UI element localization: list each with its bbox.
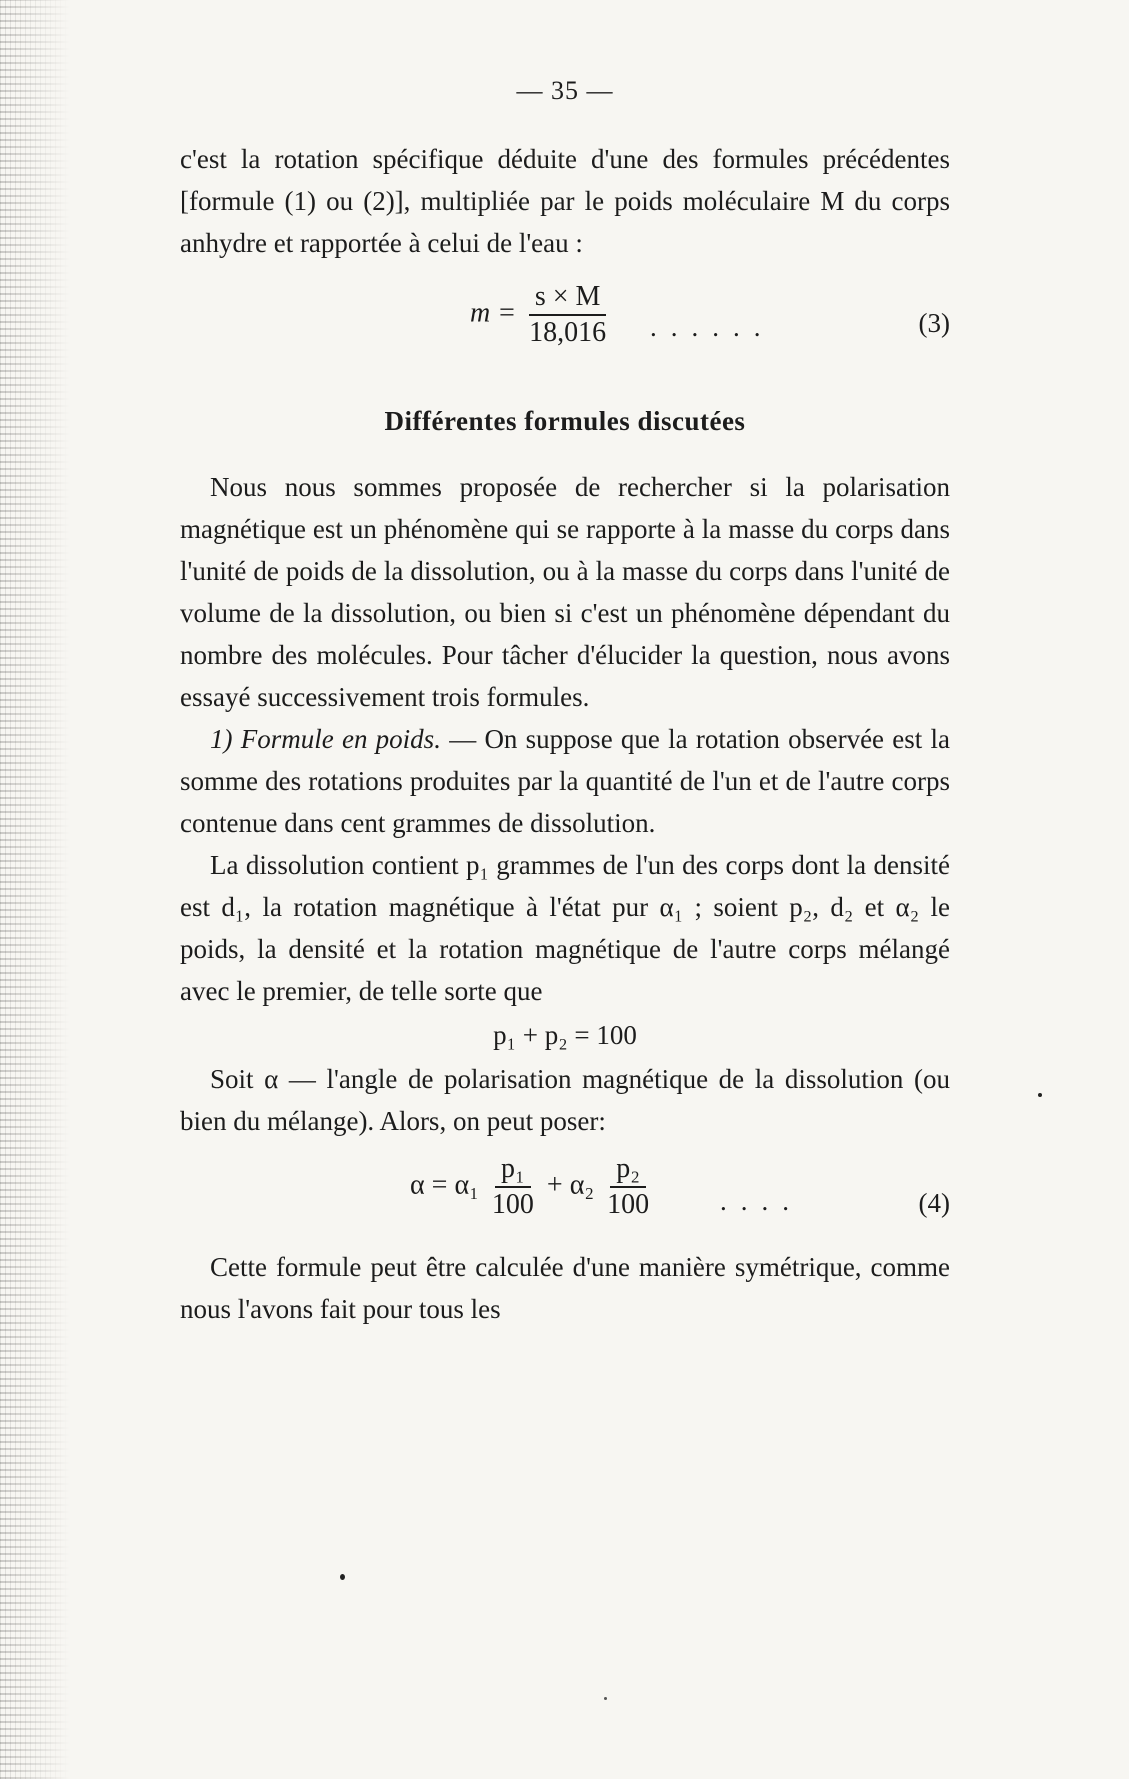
equation-sum: p₁ + p₂ = 100 [493, 1020, 637, 1050]
section-heading: Différentes formules discutées [384, 406, 746, 436]
equation-3-number: (3) [918, 308, 950, 338]
equation-3 [180, 272, 950, 364]
equation-4-numerator-2: p₂ [610, 1152, 646, 1188]
intro-paragraph: c'est la rotation spécifique déduite d'une des formules précédentes [formule (1) ou (2)], multipliée par le poids moléculaire M du corps anhydre et rapportée à celui de l'eau : [180, 144, 950, 258]
scan-edge-noise [0, 0, 70, 1779]
equation-4-number: (4) [918, 1188, 950, 1218]
paragraph-2-text: — On suppose que la rotation observée est la somme des rotations produites par la quantité de l'un et de l'autre corps contenue dans cent grammes de dissolution. [180, 724, 951, 838]
equation-3-numerator: s × M [529, 280, 607, 316]
paragraph-5: Cette formule peut être calculée d'une manière symétrique, comme nous l'avons fait pour tous les [180, 1252, 950, 1324]
equation-4-denominator-2: 100 [607, 1189, 650, 1220]
equation-4-plus-term: + α₂ [546, 1169, 595, 1201]
document-page [180, 70, 950, 1330]
equation-3-leader-dots: ...... [650, 312, 775, 342]
paragraph-3: La dissolution contient p₁ grammes de l'un des corps dont la densité est d₁, la rotation magnétique à l'état pur α₁ ; soient p₂, d₂ et α₂ le poids, la densité et la rotation magnétique de l'autre corps mélangé avec le premier, de telle sorte que [180, 850, 950, 1006]
scan-speck [1038, 1093, 1042, 1097]
equation-4-lhs: α = α₁ [410, 1169, 479, 1201]
paragraph-4: Soit α — l'angle de polarisation magnétique de la dissolution (ou bien du mélange). Alors, on peut poser: [180, 1064, 950, 1136]
paragraph-2 [180, 718, 950, 844]
equation-3-expression [470, 280, 612, 350]
scan-speck [340, 1574, 345, 1580]
equation-4-fraction-2 [601, 1152, 655, 1222]
equation-4-leader-dots: .... [720, 1186, 803, 1216]
page-number: — 35 — [516, 76, 614, 105]
equation-4 [180, 1152, 950, 1232]
equation-3-fraction [523, 280, 612, 350]
paragraph-2-label: 1) Formule en poids. [210, 724, 441, 754]
paragraph-1: Nous nous sommes proposée de rechercher si la polarisation magnétique est un phénomène qui se rapporte à la masse du corps dans l'unité de poids de la dissolution, ou à la masse du corps dans l'unité de volume de la dissolution, ou bien si c'est un phénomène dépendant du nombre des molécules. Pour tâcher d'élucider la question, nous avons essayé successivement trois formules. [180, 472, 950, 712]
equation-4-fraction-1 [486, 1152, 540, 1222]
equation-3-lhs: m = [470, 297, 517, 329]
equation-4-numerator-1: p₁ [495, 1152, 531, 1188]
scan-speck [604, 1697, 607, 1700]
equation-4-denominator-1: 100 [491, 1189, 534, 1220]
equation-3-denominator: 18,016 [529, 317, 607, 348]
equation-4-expression [410, 1152, 655, 1222]
